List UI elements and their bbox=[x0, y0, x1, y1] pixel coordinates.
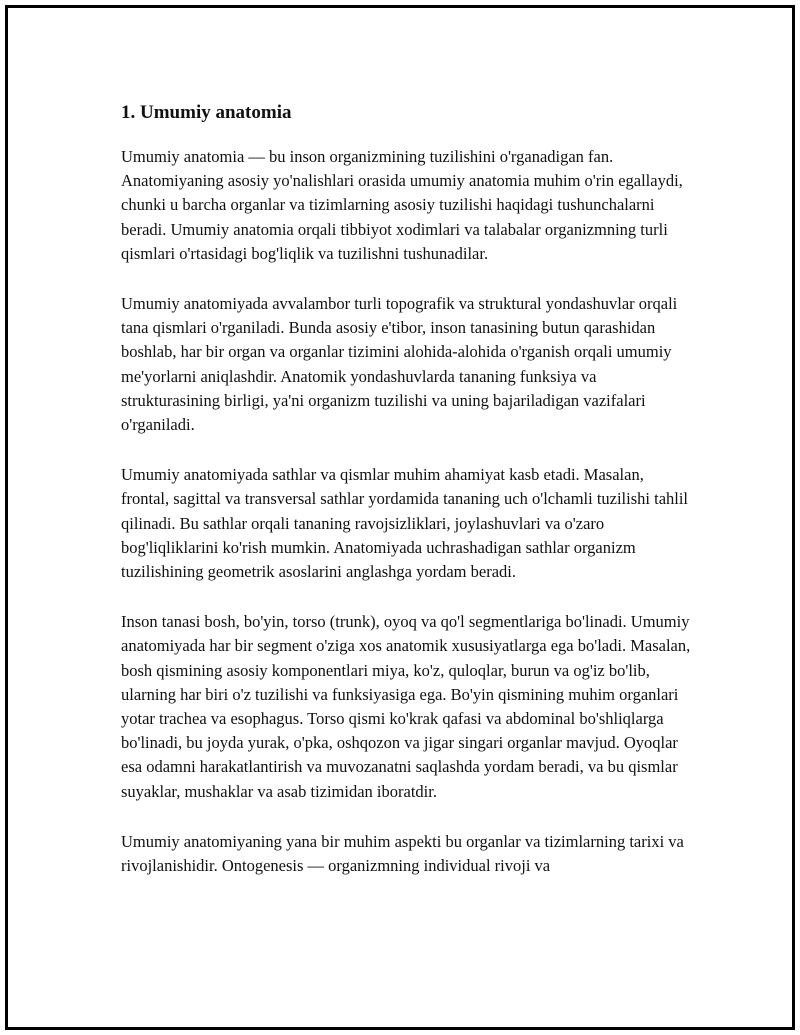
section-title: 1. Umumiy anatomia bbox=[121, 102, 292, 123]
paragraph-5: Umumiy anatomiyaning yana bir muhim aspekti bu organlar va tizimlarning tarixi va rivojlanishidir. Ontogenesis — organizmning individual rivoji va bbox=[121, 831, 684, 876]
document-body bbox=[121, 100, 691, 904]
paragraph-1: Umumiy anatomia — bu inson organizmining tuzilishini o'rganadigan fan. Anatomiyaning asosiy yo'nalishlari orasida umumiy anatomia muhim o'rin egallaydi, chunki u barcha organlar va tizimlarning asosiy tuzilishi haqidagi tushunchalarni beradi. Umumiy anatomia orqali tibbiyot xodimlari va talabalar organizmning turli qismlari o'rtasidagi bog'liqlik va tuzilishni tushunadilar. bbox=[121, 147, 683, 263]
page-frame bbox=[5, 5, 795, 1030]
paragraph-4: Inson tanasi bosh, bo'yin, torso (trunk), oyoq va qo'l segmentlariga bo'linadi. Umumiy anatomiyada har bir segment o'ziga xos anatomik xususiyatlarga ega bo'ladi. Masalan, bosh qismining asosiy komponentlari miya, ko'z, quloqlar, burun va og'iz bo'lib, ularning har biri o'z tuzilishi va funksiyasiga ega. Bo'yin qismining muhim organlari yotar trachea va esophagus. Torso qismi ko'krak qafasi va abdominal bo'shliqlarga bo'linadi, bu joyda yurak, o'pka, oshqozon va jigar singari organlar mavjud. Oyoqlar esa odamni harakatlantirish va muvozanatni saqlashda yordam beradi, va bu qismlar suyaklar, mushaklar va asab tizimidan iboratdir. bbox=[121, 612, 691, 801]
paragraph-2: Umumiy anatomiyada avvalambor turli topografik va struktural yondashuvlar orqali tana qismlari o'rganiladi. Bunda asosiy e'tibor, inson tanasining butun qarashidan boshlab, har bir organ va organlar tizimini alohida-alohida o'rganish orqali umumiy me'yorlarni aniqlashdir. Anatomik yondashuvlarda tananing funksiya va strukturasining birligi, ya'ni organizm tuzilishi va uning bajariladigan vazifalari o'rganiladi. bbox=[121, 294, 678, 435]
paragraph-3: Umumiy anatomiyada sathlar va qismlar muhim ahamiyat kasb etadi. Masalan, frontal, sagittal va transversal sathlar yordamida tananing uch o'lchamli tuzilishi tahlil qilinadi. Bu sathlar orqali tananing ravojsizliklari, joylashuvlari va o'zaro bog'liqliklarini ko'rish mumkin. Anatomiyada uchrashadigan sathlar organizm tuzilishining geometrik asoslarini anglashga yordam beradi. bbox=[121, 465, 689, 582]
